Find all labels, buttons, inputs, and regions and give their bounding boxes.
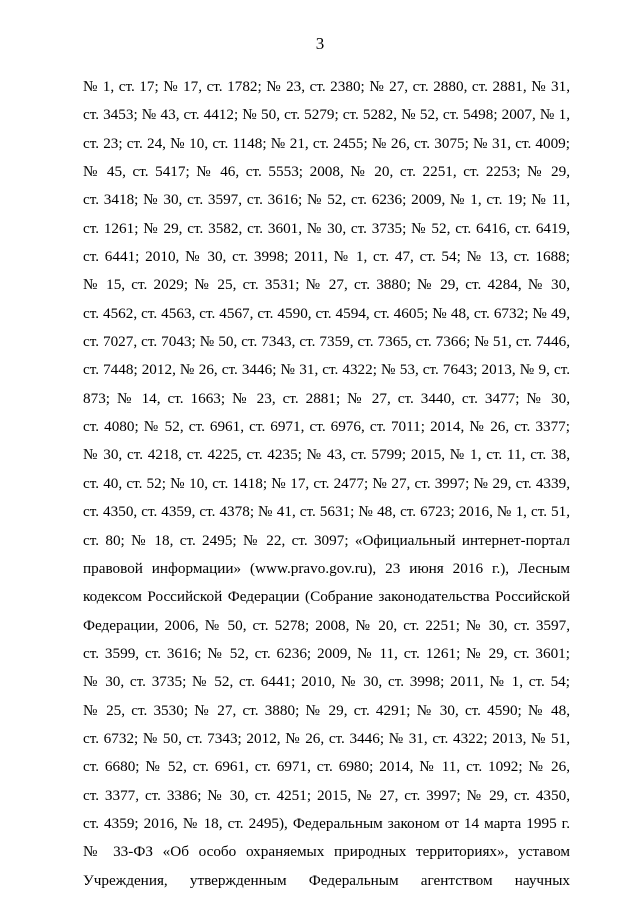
text-line: ст. 6732; № 50, ст. 7343; 2012, № 26, ст. 3446; № 31, ст. 4322; 2013, № 51, [83, 729, 570, 747]
text-line: ст. 4562, ст. 4563, ст. 4567, ст. 4590, ст. 4594, ст. 4605; № 48, ст. 6732; № 49, [83, 304, 570, 322]
text-line: ст. 7027, ст. 7043; № 50, ст. 7343, ст. 7359, ст. 7365, ст. 7366; № 51, ст. 7446, [83, 333, 570, 351]
text-line: 873; № 14, ст. 1663; № 23, ст. 2881; № 27, ст. 3440, ст. 3477; № 30, [83, 389, 570, 407]
text-line: ст. 4359; 2016, № 18, ст. 2495), Федеральным законом от 14 марта 1995 г. [83, 814, 570, 832]
text-line: ст. 23; ст. 24, № 10, ст. 1148; № 21, ст. 2455; № 26, ст. 3075; № 31, ст. 4009; [83, 134, 570, 152]
text-line: ст. 3453; № 43, ст. 4412; № 50, ст. 5279; ст. 5282, № 52, ст. 5498; 2007, № 1, [83, 106, 570, 124]
text-line: ст. 4350, ст. 4359, ст. 4378; № 41, ст. 5631; № 48, ст. 6723; 2016, № 1, ст. 51, [83, 503, 570, 521]
text-line: № 1, ст. 17; № 17, ст. 1782; № 23, ст. 2380; № 27, ст. 2880, ст. 2881, № 31, [83, 78, 570, 95]
text-line: ст. 6441; 2010, № 30, ст. 3998; 2011, № 1, ст. 47, ст. 54; № 13, ст. 1688; [83, 248, 570, 266]
text-line: Федерации, 2006, № 50, ст. 5278; 2008, № 20, ст. 2251; № 30, ст. 3597, [83, 616, 570, 634]
text-line: ст. 3599, ст. 3616; № 52, ст. 6236; 2009, № 11, ст. 1261; № 29, ст. 3601; [83, 644, 570, 662]
text-line: № 33-ФЗ «Об особо охраняемых природных территориях», уставом [83, 843, 570, 861]
text-line: № 45, ст. 5417; № 46, ст. 5553; 2008, № 20, ст. 2251, ст. 2253; № 29, [83, 163, 570, 181]
text-line: ст. 6680; № 52, ст. 6961, ст. 6971, ст. 6980; 2014, № 11, ст. 1092; № 26, [83, 758, 570, 776]
text-line: правовой информации» (www.pravo.gov.ru), 23 июня 2016 г.), Лесным [83, 559, 570, 577]
text-line: № 25, ст. 3530; № 27, ст. 3880; № 29, ст. 4291; № 30, ст. 4590; № 48, [83, 701, 570, 719]
text-line: № 15, ст. 2029; № 25, ст. 3531; № 27, ст. 3880; № 29, ст. 4284, № 30, [83, 276, 570, 294]
text-line: Учреждения, утвержденным Федеральным агентством научных [83, 871, 570, 889]
text-line: кодексом Российской Федерации (Собрание законодательства Российской [83, 588, 570, 606]
text-line: ст. 3418; № 30, ст. 3597, ст. 3616; № 52, ст. 6236; 2009, № 1, ст. 19; № 11, [83, 191, 570, 209]
text-line: ст. 4080; № 52, ст. 6961, ст. 6971, ст. 6976, ст. 7011; 2014, № 26, ст. 3377; [83, 418, 570, 436]
text-line: ст. 7448; 2012, № 26, ст. 3446; № 31, ст. 4322; № 53, ст. 7643; 2013, № 9, ст. [83, 361, 570, 379]
text-line: ст. 80; № 18, ст. 2495; № 22, ст. 3097; «Официальный интернет-портал [83, 531, 570, 549]
text-line: № 30, ст. 4218, ст. 4225, ст. 4235; № 43, ст. 5799; 2015, № 1, ст. 11, ст. 38, [83, 446, 570, 464]
body-text [83, 73, 570, 895]
text-line: ст. 3377, ст. 3386; № 30, ст. 4251; 2015, № 27, ст. 3997; № 29, ст. 4350, [83, 786, 570, 804]
text-line: № 30, ст. 3735; № 52, ст. 6441; 2010, № 30, ст. 3998; 2011, № 1, ст. 54; [83, 673, 570, 691]
text-line: ст. 40, ст. 52; № 10, ст. 1418; № 17, ст. 2477; № 27, ст. 3997; № 29, ст. 4339, [83, 474, 570, 492]
page-number: 3 [315, 34, 325, 53]
text-line: ст. 1261; № 29, ст. 3582, ст. 3601, № 30, ст. 3735; № 52, ст. 6416, ст. 6419, [83, 219, 570, 237]
